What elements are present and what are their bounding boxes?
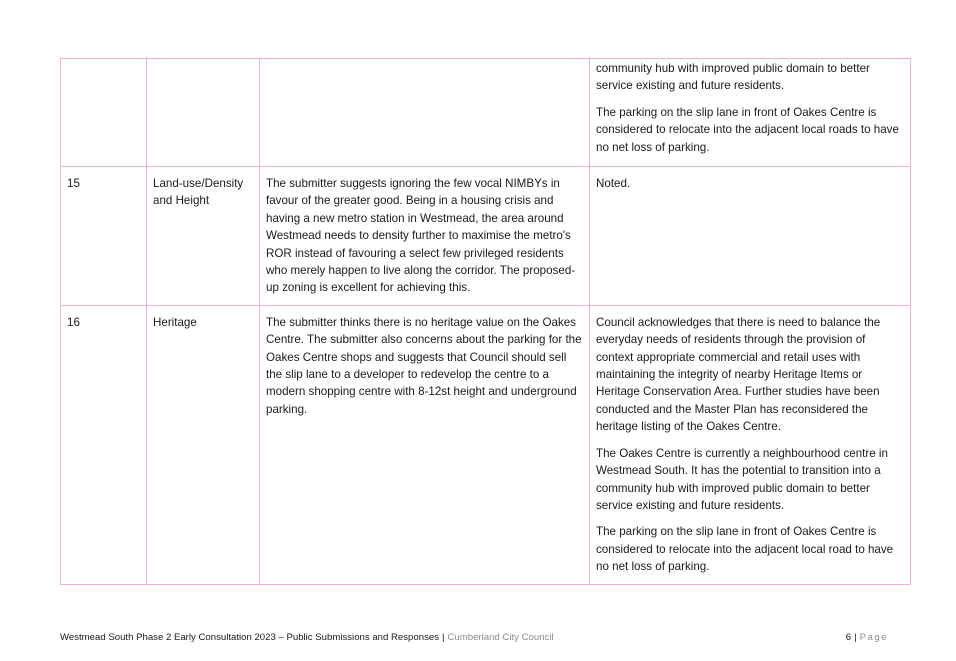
row-response-cell: [590, 167, 911, 306]
footer-document-title: Westmead South Phase 2 Early Consultation 2023 – Public Submissions and Responses: [60, 632, 439, 643]
row-submission-cell: The submitter suggests ignoring the few vocal NIMBYs in favour of the greater good. Being in a housing crisis and having a new metro station in Westmead, the area around Westmead needs to density further to maximise the metro's ROR instead of favouring a select few privileged residents who merely happen to live along the corridor. The proposed-up zoning is excellent for achieving this.: [260, 167, 590, 306]
response-paragraph: community hub with improved public domain to better service existing and future residents.: [596, 62, 870, 93]
footer-separator: |: [442, 632, 445, 643]
page-separator: |: [854, 632, 857, 643]
row-number-cell: [61, 59, 147, 167]
footer-organisation: Cumberland City Council: [447, 632, 554, 643]
footer-left: [60, 632, 554, 644]
response-paragraph: The Oakes Centre is currently a neighbourhood centre in Westmead South. It has the potential to transition into a community hub with improved public domain to better service existing and future residents.: [596, 446, 888, 512]
response-paragraph: The parking on the slip lane in front of Oakes Centre is considered to relocate into the adjacent local road to have no net loss of parking.: [596, 525, 894, 574]
footer-right: [846, 632, 888, 644]
row-topic-cell: Land-use/Density and Height: [147, 167, 260, 306]
page-word: Page: [859, 632, 888, 643]
row-number-cell: 15: [61, 167, 147, 306]
page-footer: [60, 632, 888, 644]
row-submission-cell: [260, 59, 590, 167]
row-submission-cell: The submitter thinks there is no heritage value on the Oakes Centre. The submitter also concerns about the parking for the Oakes Centre shops and suggests that Council should sell the slip lane to a developer to redevelop the centre to a modern shopping centre with 8-12st height and underground parking.: [260, 305, 590, 584]
row-topic-cell: Heritage: [147, 305, 260, 584]
table-row: [61, 59, 911, 167]
row-number-cell: 16: [61, 305, 147, 584]
row-topic-cell: [147, 59, 260, 167]
submissions-table: [60, 58, 911, 585]
response-paragraph: Council acknowledges that there is need to balance the everyday needs of residents through the provision of context appropriate commercial and retail uses with maintaining the integrity of nearby Heritage Items or Heritage Conservation Area. Further studies have been conducted and the Master Plan has reconsidered the heritage listing of the Oakes Centre.: [596, 315, 881, 434]
row-response-cell: [590, 305, 911, 584]
table-row: [61, 167, 911, 306]
response-paragraph: The parking on the slip lane in front of Oakes Centre is considered to relocate into the adjacent local roads to have no net loss of parking.: [596, 105, 899, 154]
page-number: 6: [845, 632, 852, 643]
table-row: [61, 305, 911, 584]
response-paragraph: Noted.: [596, 177, 631, 190]
row-response-cell: [590, 59, 911, 167]
